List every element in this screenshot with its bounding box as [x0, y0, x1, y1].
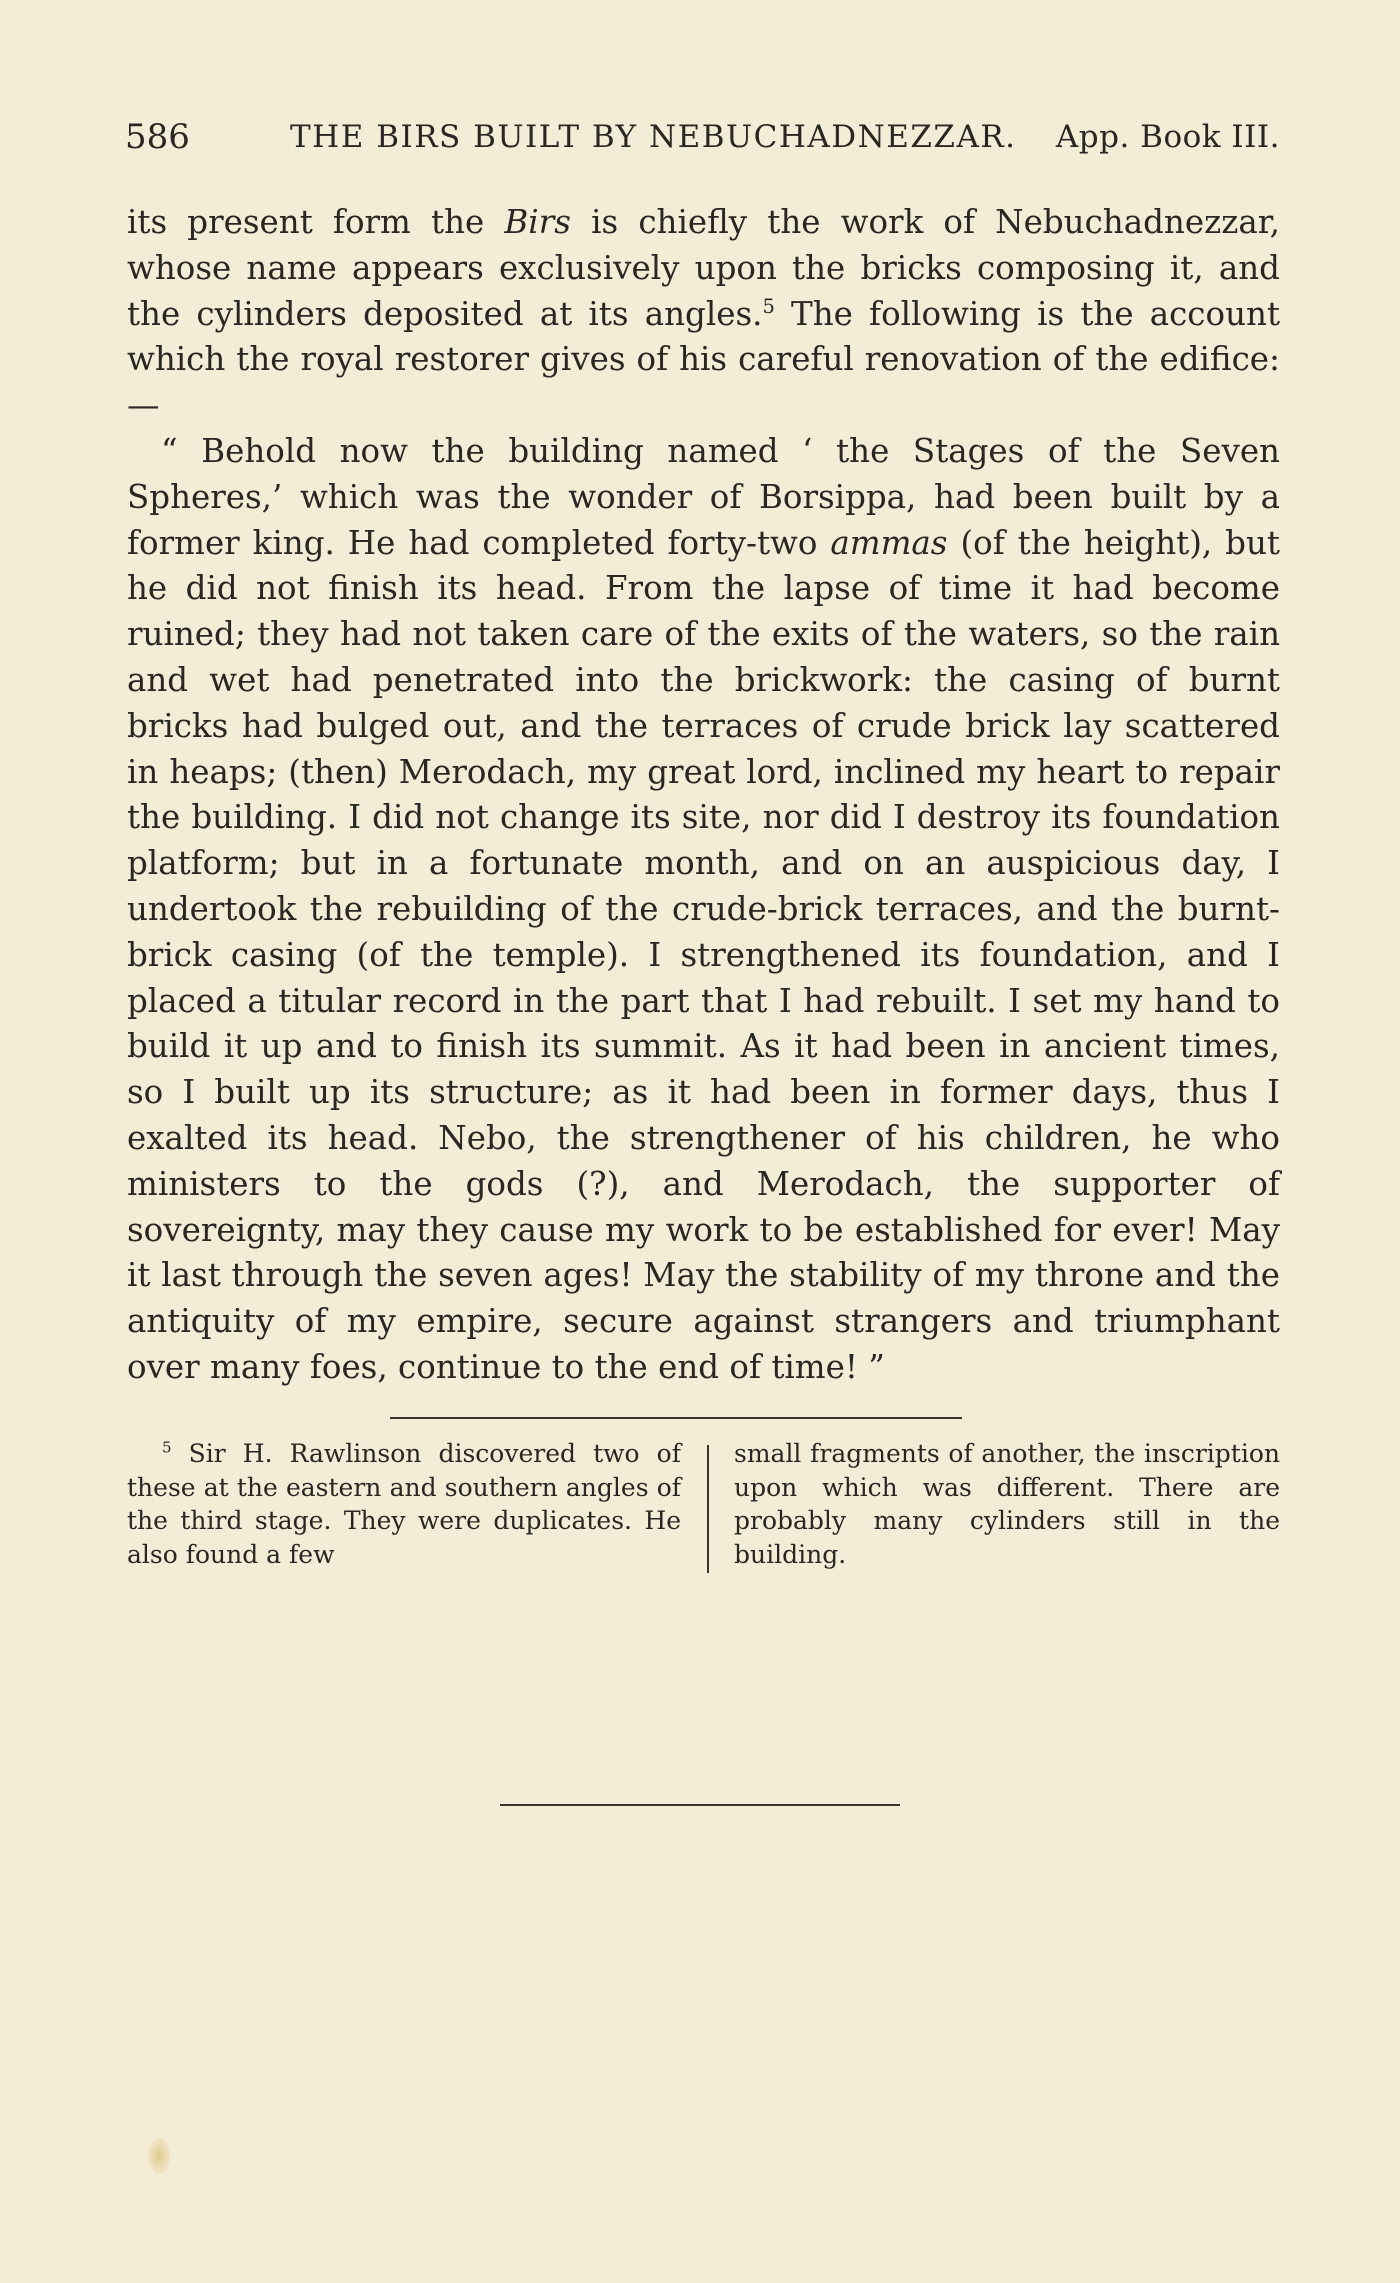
quote-text-start: “ Behold now the building named ‘ the Stages of the Seven Spheres,’ which was the wonder of Borsippa, had been built by a former king. He had completed forty-two: [127, 431, 1280, 562]
footnote-number: 5: [162, 1438, 172, 1457]
footnote-column-divider: [707, 1445, 709, 1573]
intro-text-middle: is chiefly the work of Nebuchadnezzar, whose name appears exclusively upon the bricks composing it, and the cylinders deposited at its angles.: [127, 203, 1280, 333]
intro-text-end: The following is the account which the royal restorer gives of his careful renovation of the edifice:—: [127, 294, 1281, 425]
running-head: [125, 112, 1280, 162]
birs-italic: Birs: [504, 203, 571, 241]
quote-text-end: (of the height), but he did not finish its head. From the lapse of time it had become ruined; they had not taken care of the exits of the waters, so the rain and wet had penetrated into the brickwork: the casing of burnt bricks had bulged out, and the terraces of crude brick lay scattered in heaps; (then) Merodach, my great lord, inclined my heart to repair the building. I did not change its site, nor did I destroy its foundation platform; but in a fortunate month, and on an auspicious day, I undertook the rebuilding of the crude-brick terraces, and the burnt-brick casing (of the temple). I strengthened its foundation, and I placed a titular record in the part that I had rebuilt. I set my hand to build it up and to finish its summit. As it had been in ancient times, so I built up its structure; as it had been in former days, thus I exalted its head. Nebo, the strengthener of his children, he who ministers to the gods (?), and Merodach, the supporter of sovereignty, may they cause my work to be established for ever! May it last through the seven ages! May the stability of my throne and the antiquity of my empire, secure against strangers and triumphant over many foes, continue to the end of time! ”: [127, 523, 1280, 1386]
paper-stain: [148, 2138, 170, 2174]
intro-text-start: its present form the: [127, 203, 505, 241]
footnote-text-left: Sir H. Rawlinson discovered two of these at the eastern and southern angles of the third stage. They were duplicates. He also found a few: [127, 1439, 681, 1569]
main-text: [127, 200, 1280, 1391]
paragraph-inscription-quote: [127, 429, 1280, 1391]
footnote-text-right: small fragments of another, the inscription upon which was different. There are probably many cylinders still in the building.: [734, 1439, 1280, 1569]
closing-rule: [500, 1804, 900, 1806]
footnote-reference: 5: [762, 294, 775, 318]
footnotes: [127, 1437, 1280, 1577]
section-reference: App. Book III.: [1055, 119, 1280, 155]
footnote-separator-rule: [390, 1417, 962, 1419]
page-number: 586: [125, 117, 190, 157]
ammas-italic: ammas: [830, 523, 948, 562]
running-title: THE BIRS BUILT BY NEBUCHADNEZZAR.: [290, 119, 1017, 155]
paragraph-intro: [127, 200, 1280, 429]
footnote-column-right: [734, 1437, 1280, 1571]
footnote-column-left: [127, 1437, 681, 1571]
